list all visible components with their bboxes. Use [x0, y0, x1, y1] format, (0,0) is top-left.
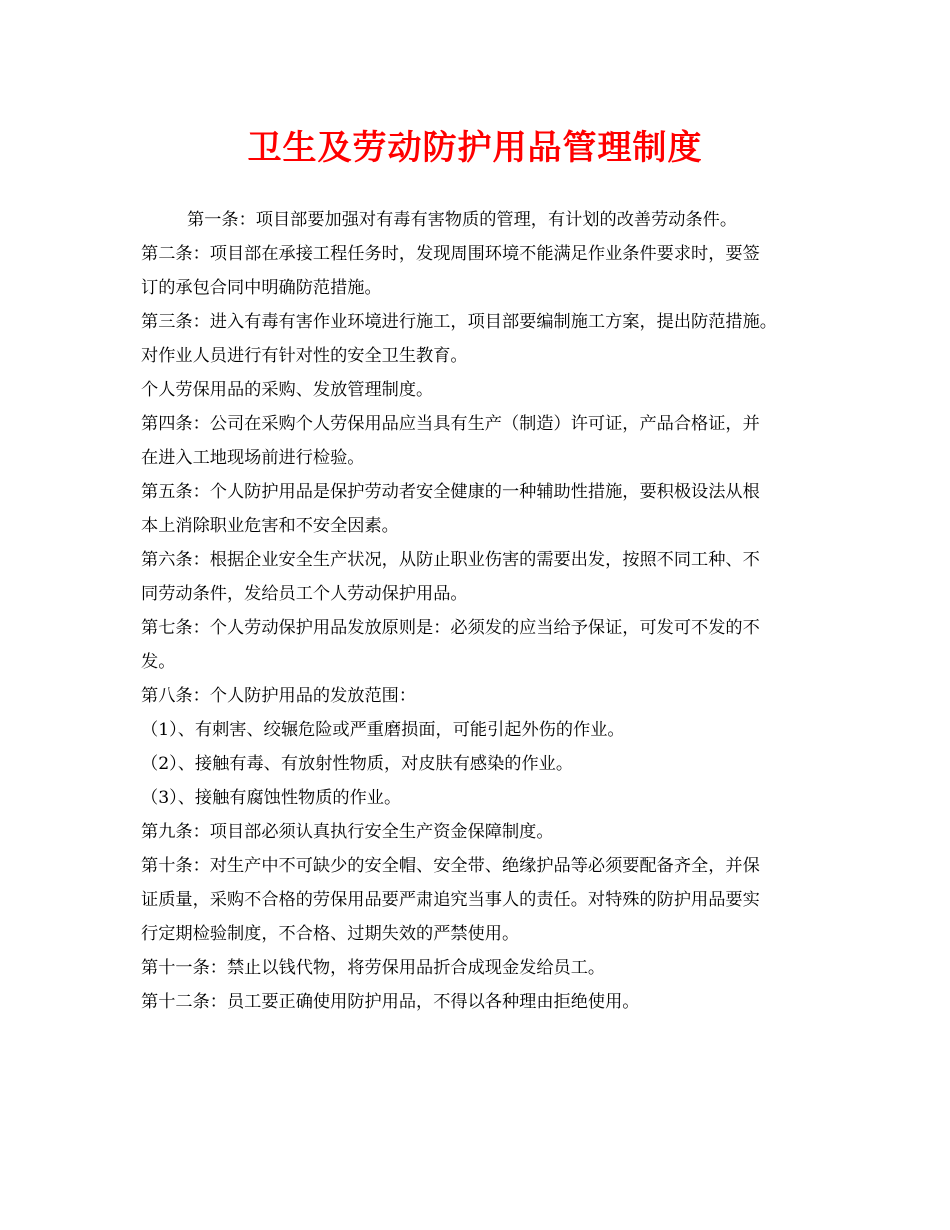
paragraph-line: 对作业人员进行有针对性的安全卫生教育。 — [141, 346, 468, 366]
list-item: （3）、接触有腐蚀性物质的作业。 — [141, 788, 402, 808]
paragraph-line: 个人劳保用品的采购、发放管理制度。 — [141, 380, 434, 400]
paragraph-line: 第一条：项目部要加强对有毒有害物质的管理，有计划的改善劳动条件。 — [187, 210, 738, 230]
list-item: （1）、有刺害、绞辗危险或严重磨损面，可能引起外伤的作业。 — [141, 720, 625, 740]
paragraph-line: 第七条：个人劳动保护用品发放原则是：必须发的应当给予保证，可发可不发的不 — [141, 618, 760, 638]
paragraph-line: 第十条：对生产中不可缺少的安全帽、安全带、绝缘护品等必须要配备齐全，并保 — [141, 856, 760, 876]
list-item: （2）、接触有毒、有放射性物质，对皮肤有感染的作业。 — [141, 754, 574, 774]
paragraph-line: 第九条：项目部必须认真执行安全生产资金保障制度。 — [141, 822, 554, 842]
paragraph-line: 第六条：根据企业安全生产状况，从防止职业伤害的需要出发，按照不同工种、不 — [141, 550, 760, 570]
paragraph-line: 本上消除职业危害和不安全因素。 — [141, 516, 399, 536]
paragraph-line: 在进入工地现场前进行检验。 — [141, 448, 365, 468]
paragraph-line: 第二条：项目部在承接工程任务时，发现周围环境不能满足作业条件要求时，要签 — [141, 244, 760, 264]
document-body — [141, 203, 821, 1019]
paragraph-line: 发。 — [141, 652, 176, 672]
paragraph-line: 第十二条：员工要正确使用防护用品，不得以各种理由拒绝使用。 — [141, 992, 640, 1012]
document-title: 卫生及劳动防护用品管理制度 — [247, 128, 703, 168]
paragraph-line: 订的承包合同中明确防范措施。 — [141, 278, 382, 298]
paragraph-line: 第三条：进入有毒有害作业环境进行施工，项目部要编制施工方案，提出防范措施。 — [141, 312, 777, 332]
paragraph-line: 第十一条：禁止以钱代物，将劳保用品折合成现金发给员工。 — [141, 958, 606, 978]
paragraph-line: 同劳动条件，发给员工个人劳动保护用品。 — [141, 584, 468, 604]
paragraph-line: 行定期检验制度，不合格、过期失效的严禁使用。 — [141, 924, 520, 944]
paragraph-line: 证质量，采购不合格的劳保用品要严肃追究当事人的责任。对特殊的防护用品要实 — [141, 890, 760, 910]
paragraph-line: 第五条：个人防护用品是保护劳动者安全健康的一种辅助性措施，要积极设法从根 — [141, 482, 760, 502]
paragraph-line: 第八条：个人防护用品的发放范围： — [141, 686, 417, 706]
paragraph-line: 第四条：公司在采购个人劳保用品应当具有生产（制造）许可证，产品合格证，并 — [141, 414, 760, 434]
